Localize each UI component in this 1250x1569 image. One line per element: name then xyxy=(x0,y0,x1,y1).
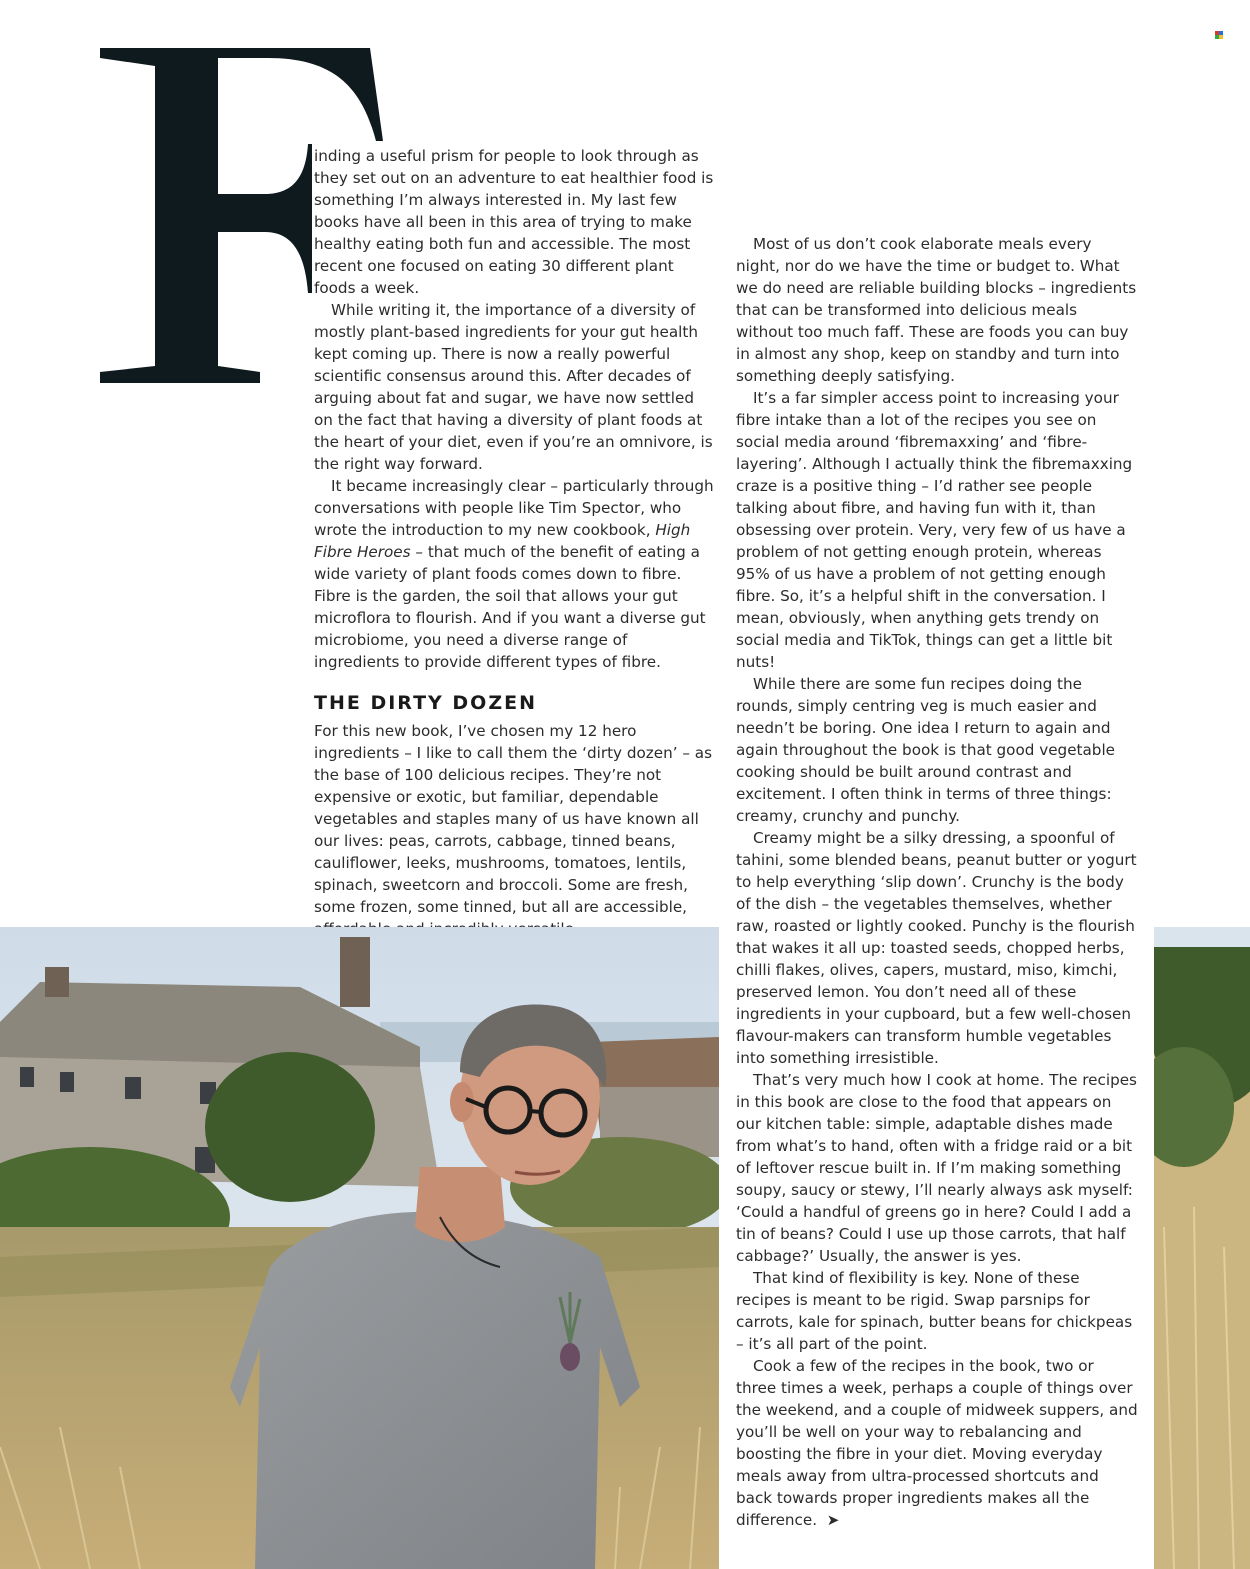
paragraph: That’s very much how I cook at home. The recipes in this book are close to the food that appears on our kitchen table: simple, adaptable dishes made from what’s to hand, often with a fridge raid or a bit of leftover rescue built in. If I’m making something soupy, saucy or stewy, I’ll nearly always ask myself: ‘Could a handful of greens go in here? Could I add a tin of beans? Could I use up those carrots, that half cabbage?’ Usually, the answer is yes. xyxy=(736,1071,1137,1265)
paragraph xyxy=(314,475,714,673)
text-run: It became increasingly clear – particularly through conversations with people like Tim Spector, who wrote the introduction to my new cookbook, xyxy=(314,477,714,539)
paragraph: Most of us don’t cook elaborate meals every night, nor do we have the time or budget to. What we do need are reliable building blocks – ingredients that can be transformed into delicious meals without too much faff. These are foods you can buy in almost any shop, keep on standby and turn into something deeply satisfying. xyxy=(736,235,1137,385)
paragraph: That kind of flexibility is key. None of these recipes is meant to be rigid. Swap parsnips for carrots, kale for spinach, butter beans for chickpeas – it’s all part of the point. xyxy=(736,1269,1133,1353)
text-run: – that much of the benefit of eating a wide variety of plant foods comes down to fibre. Fibre is the garden, the soil that allows your gut microflora to flourish. And if you want a diverse gut microbiome, you need a diverse range of ingredients to provide different types of fibre. xyxy=(314,543,706,671)
photo-edge xyxy=(1154,927,1250,1569)
book-title: High Fibre Heroes xyxy=(314,521,691,561)
paragraph xyxy=(736,1355,1138,1531)
portrait-photo xyxy=(0,927,719,1569)
article-column-left xyxy=(314,145,714,940)
paragraph: While there are some fun recipes doing the rounds, simply centring veg is much easier and needn’t be boring. One idea I return to again and again throughout the book is that good vegetable cooking should be built around contrast and excitement. I often think in terms of three things: creamy, crunchy and punchy. xyxy=(736,675,1116,825)
end-mark-icon: ➤ xyxy=(826,1511,840,1529)
paragraph: For this new book, I’ve chosen my 12 hero ingredients – I like to call them the ‘dirty dozen’ – as the base of 100 delicious recipes. They’re not expensive or exotic, but familiar, dependable vegetables and staples many of us have known all our lives: peas, carrots, cabbage, tinned beans, cauliflower, leeks, mushrooms, tomatoes, lentils, spinach, sweetcorn and broccoli. Some are fresh, some frozen, some tinned, but all are accessible, xyxy=(314,722,713,916)
logo-mark xyxy=(1215,31,1223,39)
subheading: THE DIRTY DOZEN xyxy=(314,692,537,714)
text-run: Cook a few of the recipes in the book, two or three times a week, perhaps a couple of things over the weekend, and a couple of midweek suppers, and you’ll be well on your way to rebalancing and boosting the fibre in your diet. Moving everyday meals away from ultra-processed shortcuts and back towards proper ingredients makes all the difference. xyxy=(736,1357,1138,1529)
paragraph: Creamy might be a silky dressing, a spoonful of tahini, some blended beans, peanut butter or yogurt to help everything ‘slip down’. Crunchy is the body of the dish – the vegetables themselves, whether raw, roasted or lightly cooked. Punchy is the flourish that wakes it all up: toasted seeds, chopped herbs, chilli flakes, olives, capers, mustard, miso, kimchi, preserved lemon. You don’t need all of these ingredients in your cupboard, but a few well-chosen flavour-makers can transform humble vegetables into something irresistible. xyxy=(736,829,1137,1067)
paragraph: While writing it, the importance of a diversity of mostly plant-based ingredients for your gut health kept coming up. There is now a really powerful scientific consensus around this. After decades of arguing about fat and sugar, we have now settled on the fact that having a diversity of plant foods at the heart of your diet, even if you’re an omnivore, is the right way forward. xyxy=(314,301,713,473)
article-column-right xyxy=(736,233,1138,1531)
paragraph-intro: inding a useful prism for people to look through as they set out on an adventure to eat healthier food is something I’m always interested in. My last few books have all been in this area of trying to make healthy eating both fun and accessible. The most recent one focused on eating 30 different plant foods a week. xyxy=(314,147,714,297)
paragraph: It’s a far simpler access point to increasing your fibre intake than a lot of the recipes you see on social media around ‘fibremaxxing’ and ‘fibre-layering’. Although I actually think the fibremaxxing craze is a positive thing – I’d rather see people talking about fibre, and having fun with it, than obsessing over protein. Very, very few of us have a problem of not getting enough protein, whereas 95% of us have a problem of not getting enough fibre. So, it’s a helpful shift in the conversation. I mean, obviously, when anything gets trendy on social media and TikTok, things can get a little bit nuts! xyxy=(736,389,1133,671)
